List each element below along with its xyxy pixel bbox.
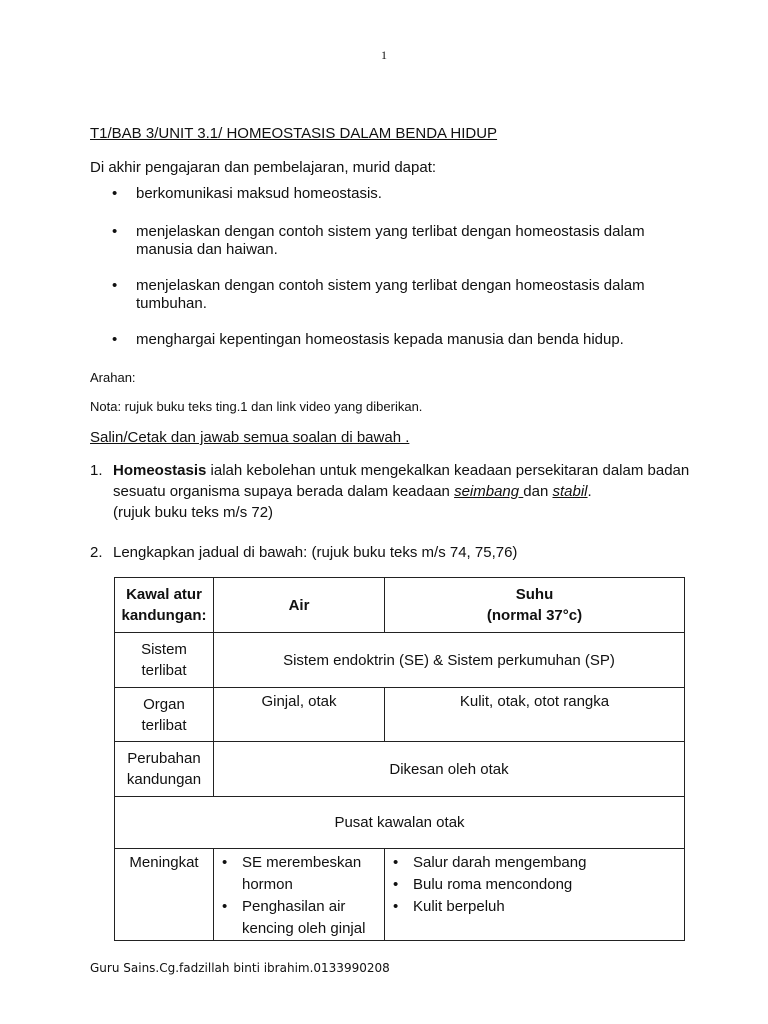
list-item-text: Salur darah mengembang (413, 854, 587, 871)
question-number: 1. (90, 462, 103, 479)
list-item (90, 277, 690, 313)
bullet-icon: • (112, 185, 118, 202)
bullet-icon: • (112, 277, 118, 294)
row-label: Sistem terlibat (115, 633, 214, 688)
question-1 (90, 460, 690, 523)
bullet-icon: • (393, 898, 399, 915)
question-text: Lengkapkan jadual di bawah: (rujuk buku teks m/s 74, 75,76) (113, 544, 518, 561)
list-item (389, 874, 680, 896)
intro-text: Di akhir pengajaran dan pembelajaran, murid dapat: (90, 159, 437, 176)
objectives-list (90, 185, 690, 349)
table-cell (214, 849, 385, 941)
answer-word: seimbang (454, 483, 524, 500)
question-text: dan (523, 483, 553, 500)
nota-text: Nota: rujuk buku teks ting.1 dan link video yang diberikan. (90, 399, 423, 414)
row-label: Perubahan kandungan (115, 742, 214, 797)
answer-word: stabil (552, 483, 588, 500)
reference-text: (rujuk buku teks m/s 72) (113, 504, 274, 521)
homeostasis-table (114, 577, 685, 941)
bullet-icon: • (222, 898, 228, 915)
list-item (389, 852, 680, 874)
table-cell: Sistem endoktrin (SE) & Sistem perkumuhan (SP) (214, 633, 685, 688)
list-item (90, 185, 690, 203)
table-header-cell: Kawal atur kandungan: (115, 578, 214, 633)
document-title: T1/BAB 3/UNIT 3.1/ HOMEOSTASIS DALAM BENDA HIDUP (90, 125, 498, 142)
bullet-icon: • (112, 223, 118, 240)
question-number: 2. (90, 544, 103, 561)
list-item (90, 223, 690, 259)
question-2 (90, 542, 690, 563)
bullet-list (389, 852, 680, 918)
header-line: (normal 37°c) (486, 607, 583, 624)
objective-text: menghargai kepentingan homeostasis kepada manusia dan benda hidup. (136, 331, 624, 348)
list-item-text: Bulu roma mencondong (413, 876, 573, 893)
question-text: ialah kebolehan untuk mengekalkan keadaan persekitaran dalam badan sesuatu organisma supaya berada dalam keadaan (113, 462, 690, 500)
bullet-icon: • (222, 854, 228, 871)
objective-text: menjelaskan dengan contoh sistem yang terlibat dengan homeostasis dalam manusia dan haiwan. (136, 223, 645, 258)
list-item (218, 896, 380, 940)
bullet-icon: • (393, 854, 399, 871)
table-row (115, 742, 685, 797)
list-item-text: Penghasilan air kencing oleh ginjal (242, 898, 366, 937)
objective-text: berkomunikasi maksud homeostasis. (136, 185, 382, 202)
list-item-text: SE merembeskan hormon (242, 854, 362, 893)
table-header-cell: Air (214, 578, 385, 633)
bullet-icon: • (393, 876, 399, 893)
row-label: Meningkat (115, 849, 214, 941)
table-cell: Dikesan oleh otak (214, 742, 685, 797)
table-header-cell (385, 578, 685, 633)
table-cell: Kulit, otak, otot rangka (385, 688, 685, 742)
list-item (389, 896, 680, 918)
table-cell (385, 849, 685, 941)
key-term: Homeostasis (113, 462, 207, 479)
table-cell: Ginjal, otak (214, 688, 385, 742)
arahan-label: Arahan: (90, 370, 136, 385)
table-row (115, 633, 685, 688)
header-line: Suhu (515, 586, 554, 603)
table-row (115, 797, 685, 849)
table-row (115, 578, 685, 633)
row-label: Organ terlibat (115, 688, 214, 742)
table-row (115, 849, 685, 941)
list-item (90, 331, 690, 349)
page-number: 1 (381, 48, 387, 62)
page-footer: Guru Sains.Cg.fadzillah binti ibrahim.0133990208 (90, 961, 390, 975)
table-cell: Pusat kawalan otak (115, 797, 685, 849)
question-text: . (587, 483, 592, 500)
objective-text: menjelaskan dengan contoh sistem yang terlibat dengan homeostasis dalam tumbuhan. (136, 277, 645, 312)
list-item (218, 852, 380, 896)
instruction-text: Salin/Cetak dan jawab semua soalan di bawah . (90, 429, 410, 446)
table-row (115, 688, 685, 742)
list-item-text: Kulit berpeluh (413, 898, 505, 915)
bullet-icon: • (112, 331, 118, 348)
bullet-list (218, 852, 380, 940)
